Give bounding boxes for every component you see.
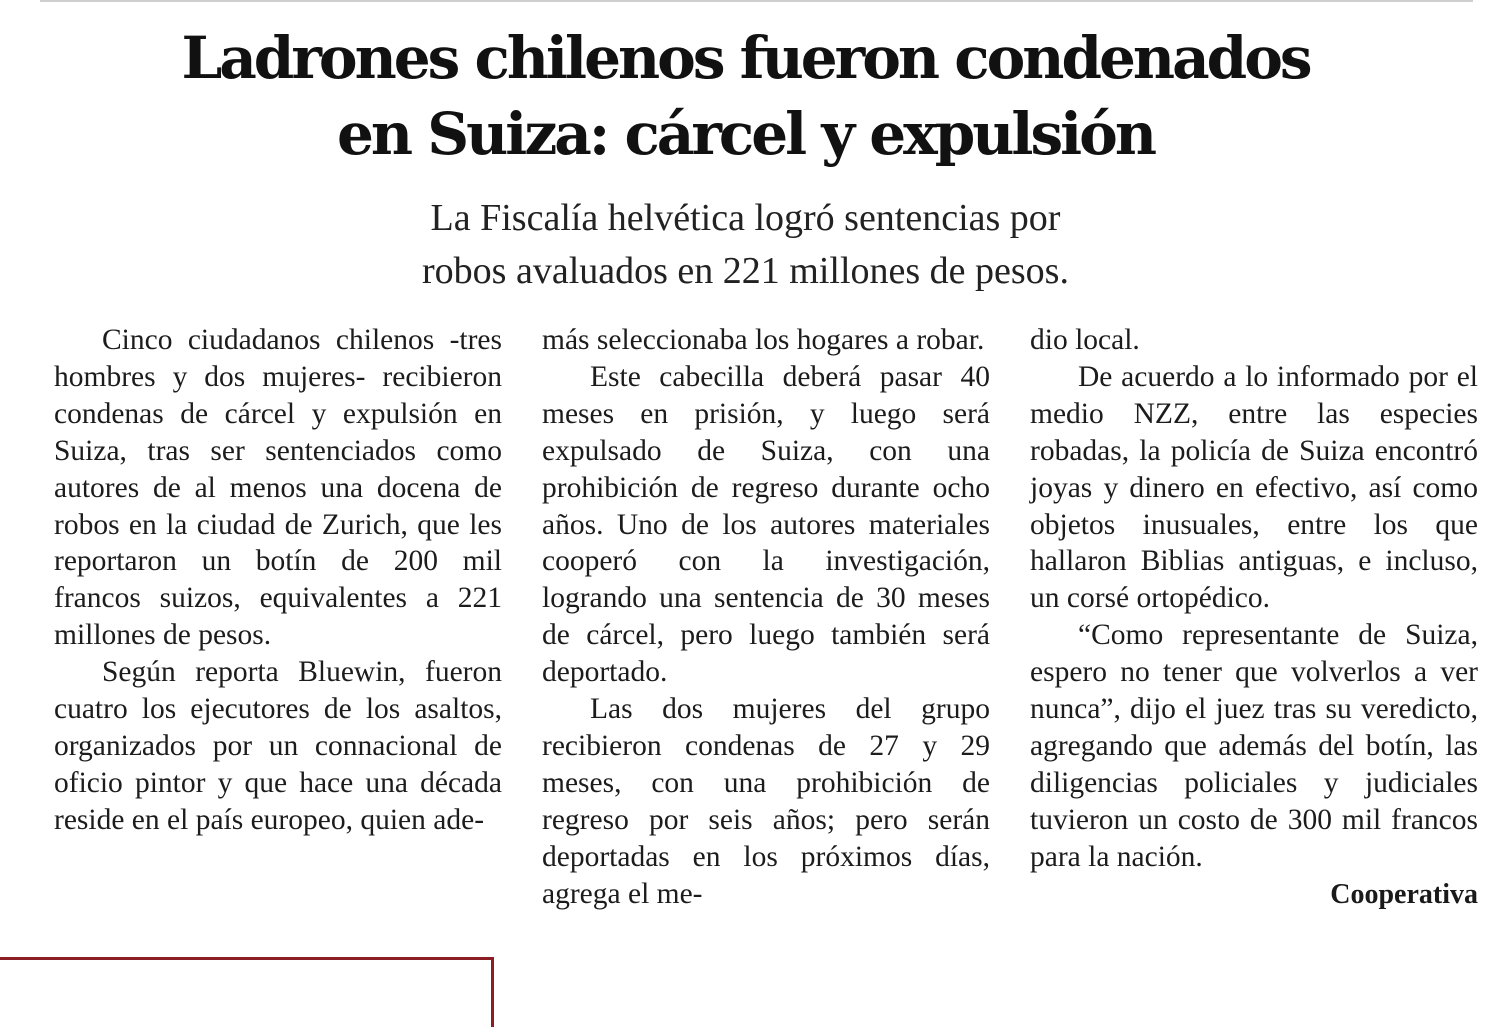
paragraph: De acuerdo a lo informado por el medio NZZ, entre las especies robadas, la policía de Suiza encontró joyas y dinero en efectivo, así como objetos inusuales, entre los que hallaron Biblias antiguas, e incluso, un corsé ortopédico. [1030,360,1478,615]
headline-line-2: en Suiza: cárcel y expulsión [336,100,1155,168]
top-rule [40,0,1473,2]
paragraph: Cinco ciudadanos chilenos -tres hombres y dos mujeres- recibieron condenas de cárcel y expulsión en Suiza, tras ser sentenciados como autores de al menos una docena de robos en la ciudad de Zurich, que les reportaron un botín de 200 mil francos suizos, equivalentes a 221 millones de pesos. [54,324,502,652]
paragraph: “Como representante de Suiza, espero no tener que volverlos a ver nunca”, dijo el juez tras su veredicto, agregando que además del botín, las diligencias policiales y judiciales tuvieron un costo de 300 mil francos para la nación. [1030,619,1478,873]
subheadline-line-1: La Fiscalía helvética logró sentencias por [430,197,1061,239]
article-body [0,322,1491,1005]
paragraph-continued: más seleccionaba los hogares a robar. [542,324,985,356]
paragraph: Este cabecilla deberá pasar 40 meses en prisión, y luego será expulsado de Suiza, con una prohibición de regreso durante ocho años. Uno de los autores materiales cooperó con la investigación, logrando una sentencia de 30 meses de cárcel, pero luego también será deportado. [542,360,990,689]
headline-line-1: Ladrones chilenos fueron condenados [181,24,1310,92]
adjacent-box-border [0,957,494,1027]
source-credit: Cooperativa [1330,878,1478,910]
column-3 [1030,322,1478,914]
paragraph-continued: dio local. [1030,324,1140,356]
column-1 [54,322,502,839]
headline [0,20,1491,172]
subheadline [0,192,1491,298]
paragraph: Según reporta Bluewin, fueron cuatro los ejecutores de los asaltos, organizados por un connacional de oficio pintor y que hace una década reside en el país europeo, quien ade- [54,656,502,836]
column-2 [542,322,990,913]
subheadline-line-2: robos avaluados en 221 millones de pesos. [422,250,1069,292]
paragraph: Las dos mujeres del grupo recibieron condenas de 27 y 29 meses, con una prohibición de regreso por seis años; pero serán deportadas en los próximos días, agrega el me- [542,693,990,910]
